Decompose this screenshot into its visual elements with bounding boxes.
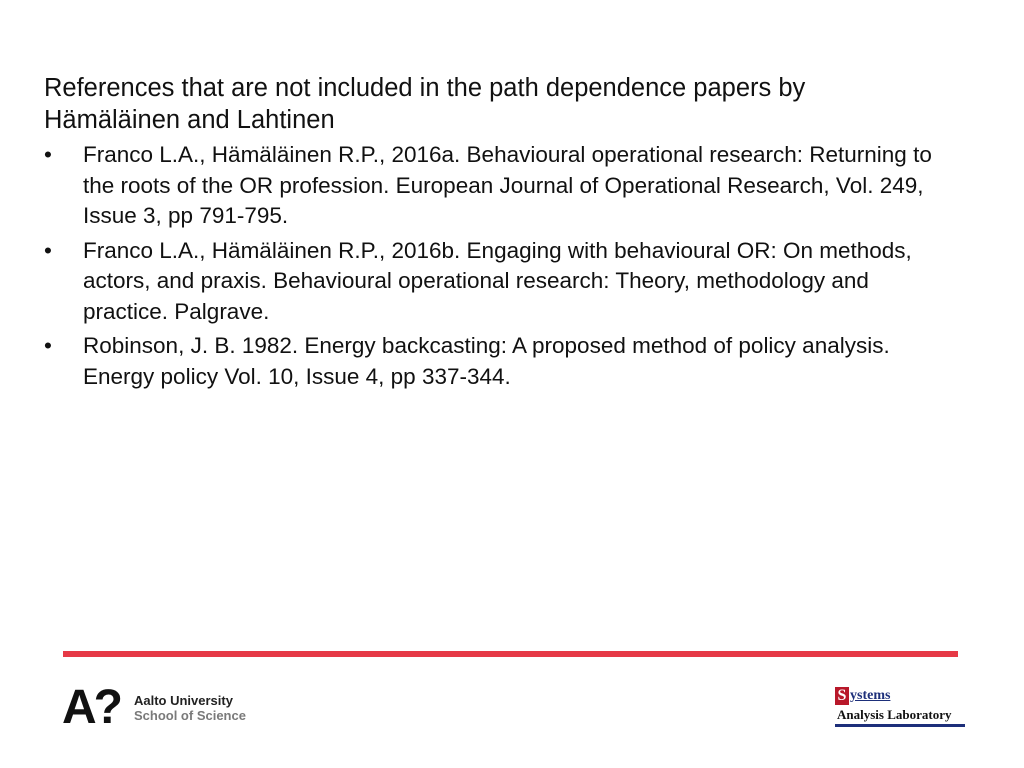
list-item [44,331,944,392]
aalto-university-logo [62,681,246,734]
reference-text: Robinson, J. B. 1982. Energy backcasting: A proposed method of policy analysis. Energy policy Vol. 10, Issue 4, pp 337-344. [83,333,890,389]
reference-text: Franco L.A., Hämäläinen R.P., 2016b. Engaging with behavioural OR: On methods, actors, and praxis. Behavioural operational research: Theory, methodology and practice. Palgrave. [83,237,912,324]
systems-analysis-laboratory-logo [833,686,967,730]
footer-divider [63,651,958,657]
sal-systems-text: ystems [850,688,891,703]
slide-heading: References that are not included in the path dependence papers by Hämäläinen and Lahtinen [44,74,806,134]
bullet-icon: • [44,237,52,263]
list-item [44,236,944,328]
bullet-icon: • [44,142,52,167]
sal-underline [835,724,965,727]
aalto-mark-icon: A? [62,681,120,734]
bullet-icon: • [44,333,52,358]
aalto-university-name: Aalto University [133,693,233,708]
reference-text: Franco L.A., Hämäläinen R.P., 2016a. Behavioural operational research: Returning to the roots of the OR profession. European Journal of Operational Research, Vol. 249, Issue 3, pp 791-795. [83,142,932,228]
sal-lab-text: Analysis Laboratory [837,707,952,722]
aalto-wordmark [134,693,246,723]
list-item [44,140,944,232]
sal-initial-icon: S [835,687,849,705]
reference-list [44,140,944,392]
slide-content [44,72,944,396]
aalto-school-name: School of Science [133,708,246,723]
